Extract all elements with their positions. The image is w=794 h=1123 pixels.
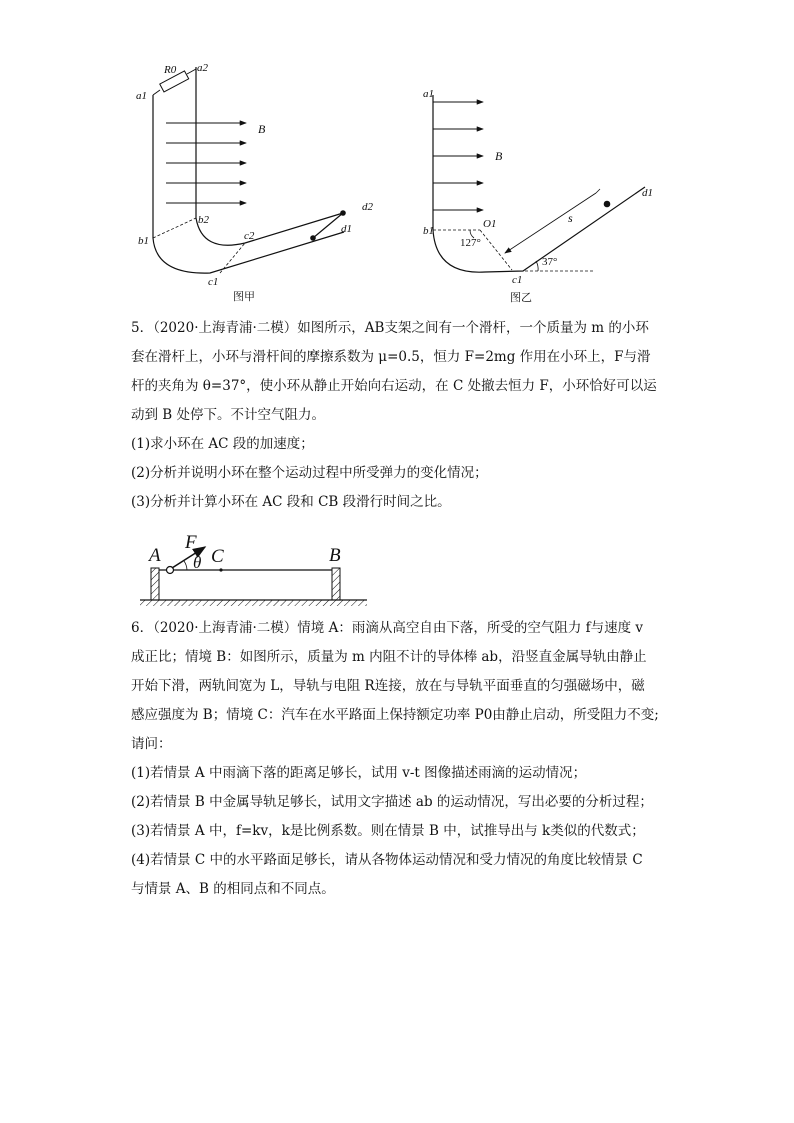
- label-c1: c1: [512, 274, 523, 286]
- q6-line-4: 感应强度为 B；情境 C：汽车在水平路面上保持额定功率 P0由静止启动，所受阻力不变;: [131, 707, 659, 723]
- label-b: B: [329, 545, 341, 566]
- label-b2: b2: [198, 214, 209, 226]
- label-b-field: B: [495, 149, 503, 163]
- q5-line-1: 5．（2020·上海青浦·二模）如图所示，AB支架之间有一个滑杆，一个质量为 m 的小环: [131, 320, 649, 336]
- label-c1: c1: [208, 276, 219, 288]
- q5-line-3: 杆的夹角为 θ=37°，使小环从静止开始向右运动，在 C 处撤去恒力 F，小环恰好可以运: [131, 378, 657, 394]
- figure-yi: [410, 75, 680, 310]
- label-a1: a1: [136, 90, 147, 102]
- label-d2: d2: [362, 201, 373, 213]
- label-r0: R0: [164, 64, 177, 76]
- point-c: [219, 568, 222, 571]
- label-d1: d1: [642, 187, 653, 199]
- q5-sub-1: (1)求小环在 AC 段的加速度；: [131, 436, 314, 452]
- caption-jia: 图甲: [233, 291, 255, 303]
- q5-sub-2: (2)分析并说明小环在整个运动过程中所受弹力的变化情况；: [131, 465, 488, 481]
- ball: [604, 201, 611, 208]
- label-angle-127: 127°: [460, 237, 481, 249]
- label-o1: O1: [483, 218, 497, 230]
- label-a2: a2: [197, 62, 208, 74]
- label-c2: c2: [244, 230, 255, 242]
- caption-yi: 图乙: [510, 292, 532, 304]
- q5-sub-3: (3)分析并计算小环在 AC 段和 CB 段滑行时间之比。: [131, 494, 451, 510]
- q6-sub-2: (2)若情景 B 中金属导轨足够长，试用文字描述 ab 的运动情况，写出必要的分析过程；: [131, 794, 653, 810]
- q6-sub-5: 与情景 A、B 的相同点和不同点。: [131, 881, 335, 897]
- question-5: [131, 314, 666, 517]
- label-a: A: [149, 545, 161, 566]
- q5-line-4: 动到 B 处停下。不计空气阻力。: [131, 407, 326, 423]
- figure-q5: [135, 532, 375, 610]
- support-b: [332, 568, 340, 600]
- label-theta: θ: [193, 553, 202, 572]
- figure-jia: [130, 55, 390, 310]
- q6-sub-3: (3)若情景 A 中，f=kv，k是比例系数。则在情景 B 中，试推导出与 k类似的代数式；: [131, 823, 645, 839]
- rod-end-d1: [310, 235, 316, 241]
- label-b1: b1: [423, 225, 434, 237]
- label-d1: d1: [341, 223, 352, 235]
- label-b-field: B: [258, 122, 266, 136]
- q5-line-2: 套在滑杆上，小环与滑杆间的摩擦系数为 μ=0.5，恒力 F=2mg 作用在小环上，F与滑: [131, 349, 651, 365]
- label-s: s: [568, 211, 573, 225]
- q6-line-1: 6．（2020·上海青浦·二模）情境 A：雨滴从高空自由下落，所受的空气阻力 f与速度 v: [131, 620, 644, 636]
- label-c: C: [211, 546, 224, 567]
- label-f: F: [185, 532, 197, 553]
- label-angle-37: 37°: [542, 256, 558, 268]
- q6-line-2: 成正比；情境 B：如图所示，质量为 m 内阻不计的导体棒 ab，沿竖直金属导轨由静止: [131, 649, 647, 665]
- q6-line-5: 请问：: [131, 736, 172, 752]
- q6-line-3: 开始下滑，两轨间宽为 L，导轨与电阻 R连接，放在与导轨平面垂直的匀强磁场中，磁: [131, 678, 645, 694]
- rod-end-d2: [340, 210, 346, 216]
- label-b1: b1: [138, 235, 149, 247]
- support-a: [151, 568, 159, 600]
- question-6: [131, 614, 666, 904]
- q6-sub-4: (4)若情景 C 中的水平路面足够长，请从各物体运动情况和受力情况的角度比较情景 C: [131, 852, 643, 868]
- label-a1: a1: [423, 88, 434, 100]
- q6-sub-1: (1)若情景 A 中雨滴下落的距离足够长，试用 v-t 图像描述雨滴的运动情况；: [131, 765, 587, 781]
